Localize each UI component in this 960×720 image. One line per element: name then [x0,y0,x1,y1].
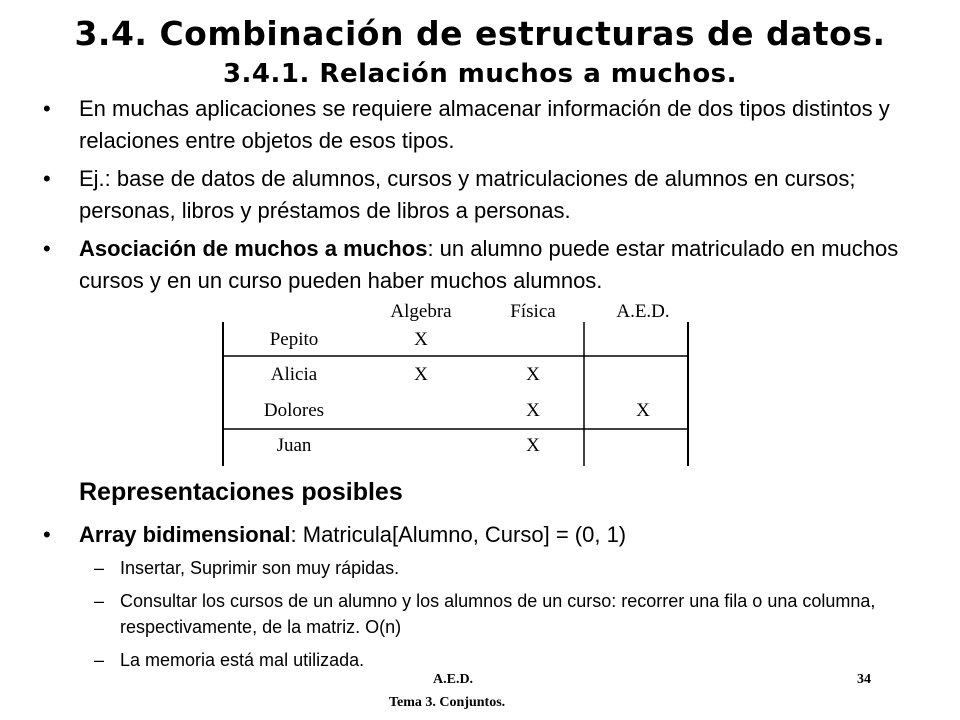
slide-subtitle: 3.4.1. Relación muchos a muchos. [222,59,738,89]
representations-heading: Representaciones posibles [79,478,403,506]
bullet-marker: • [43,166,51,191]
bullet-body-3: : un alumno puede estar matriculado en muchos cursos y en un curso pueden haber muchos alumnos. [79,236,899,293]
matrix-mark: X [414,329,428,350]
matrix-row-label: Alicia [270,364,318,385]
array-bullet-text [79,519,939,551]
dash-marker: – [94,650,105,670]
array-bullet-bold: Array bidimensional [79,522,291,547]
bullet-body-2: Ej.: base de datos de alumnos, cursos y matriculaciones de alumnos en cursos; personas, libros y préstamos de libros a personas. [79,166,856,223]
bullet-marker: • [43,522,51,547]
subitem-3: La memoria está mal utilizada. [120,650,365,670]
matrix-mark: X [636,400,650,421]
matrix-row-label: Pepito [269,329,319,350]
dash-marker: – [94,591,105,611]
matrix-col-algebra: Algebra [390,301,452,322]
subitem-2: Consultar los cursos de un alumno y los alumnos de un curso: recorrer una fila o una columna, respectivamente, de la matriz. O(n) [120,591,876,637]
array-bullet-body: : Matricula[Alumno, Curso] = (0, 1) [290,522,627,547]
matrix-col-aed: A.E.D. [616,301,670,322]
footer-page-number: 34 [857,672,871,687]
subitem-1: Insertar, Suprimir son muy rápidas. [120,558,400,578]
matrix-mark: X [526,400,540,421]
bullet-marker: • [43,236,51,261]
dash-marker: – [94,558,105,578]
matrix-row-label: Dolores [263,400,325,421]
footer-topic: Tema 3. Conjuntos. [389,695,506,710]
matrix-col-fisica: Física [510,301,556,322]
matrix-mark: X [414,364,428,385]
slide-title: 3.4. Combinación de estructuras de datos. [74,14,886,53]
bullet-bold-3: Asociación de muchos a muchos [79,236,428,261]
matrix-row-label: Juan [276,435,312,456]
bullet-marker: • [43,96,51,121]
matrix-mark: X [526,435,540,456]
bullet-body-1: En muchas aplicaciones se requiere almacenar información de dos tipos distintos y relaciones entre objetos de esos tipos. [79,96,890,153]
footer-course: A.E.D. [433,672,474,687]
matrix-mark: X [526,364,540,385]
